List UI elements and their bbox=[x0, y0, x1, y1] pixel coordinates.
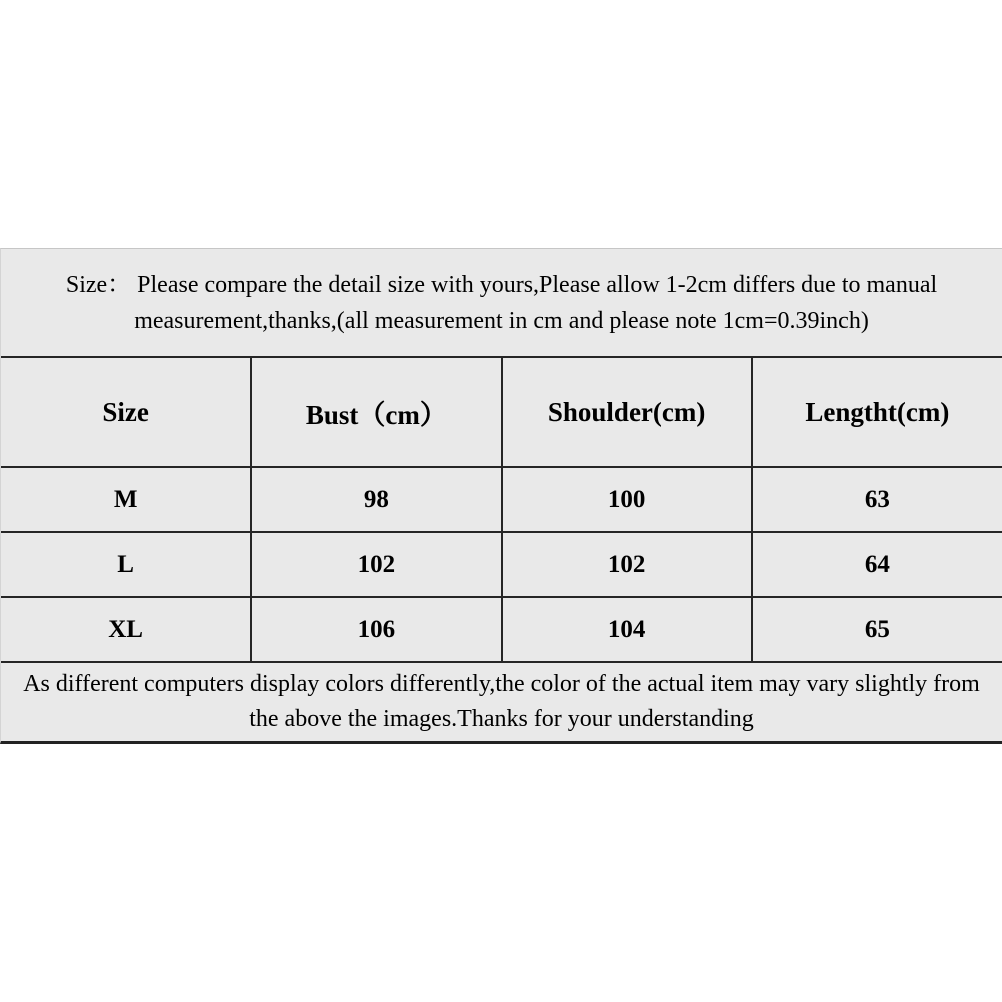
cell-shoulder-l: 102 bbox=[502, 532, 752, 597]
cell-length-l: 64 bbox=[752, 532, 1002, 597]
cell-bust-m: 98 bbox=[251, 467, 501, 532]
color-disclaimer-line2: the above the images.Thanks for your understanding bbox=[249, 706, 754, 732]
cell-size-l: L bbox=[1, 532, 251, 597]
table-row-xl bbox=[1, 597, 1002, 662]
column-header-shoulder: Shoulder(cm) bbox=[502, 357, 752, 467]
cell-size-xl: XL bbox=[1, 597, 251, 662]
cell-shoulder-m: 100 bbox=[502, 467, 752, 532]
cell-length-m: 63 bbox=[752, 467, 1002, 532]
color-disclaimer-note bbox=[1, 663, 1002, 741]
table-row-m bbox=[1, 467, 1002, 532]
color-disclaimer-line1: As different computers display colors differently,the color of the actual item may vary slightly from bbox=[23, 671, 980, 697]
cell-shoulder-xl: 104 bbox=[502, 597, 752, 662]
column-header-size: Size bbox=[1, 357, 251, 467]
cell-length-xl: 65 bbox=[752, 597, 1002, 662]
cell-bust-xl: 106 bbox=[251, 597, 501, 662]
table-header-row bbox=[1, 357, 1002, 467]
column-header-length: Lengtht(cm) bbox=[752, 357, 1002, 467]
size-note-line1: Size： Please compare the detail size with yours,Please allow 1-2cm differs due to manual bbox=[65, 271, 938, 298]
cell-bust-l: 102 bbox=[251, 532, 501, 597]
size-measurement-note bbox=[1, 249, 1002, 356]
table-row-l bbox=[1, 532, 1002, 597]
column-header-bust: Bust（cm） bbox=[251, 357, 501, 467]
size-table bbox=[1, 356, 1002, 663]
size-chart-panel bbox=[0, 248, 1002, 744]
cell-size-m: M bbox=[1, 467, 251, 532]
size-note-line2: measurement,thanks,(all measurement in cm and please note 1cm=0.39inch) bbox=[134, 307, 869, 334]
